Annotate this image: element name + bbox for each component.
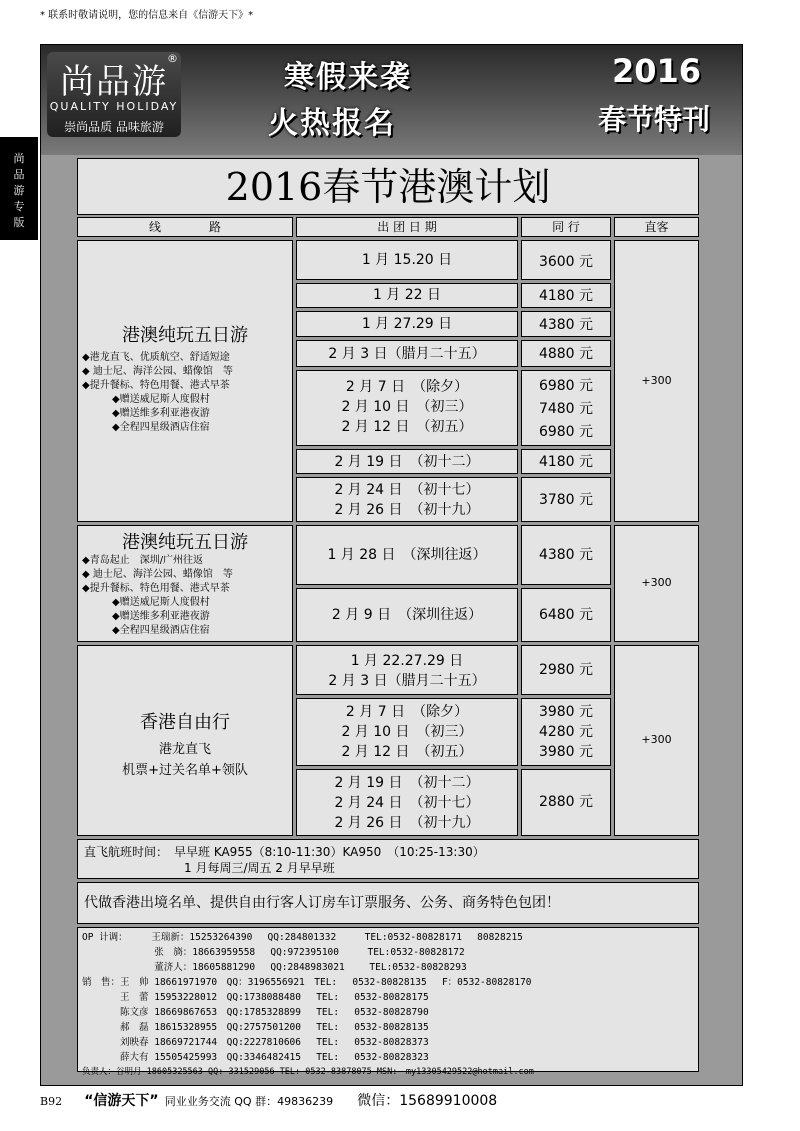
route-bullet: ◆ 迪士尼、海洋公园、蜡像馆 等 — [82, 569, 233, 580]
footer-brand: “信游天下” — [84, 1093, 159, 1109]
contact-line: 董济人：18605881290 QQ:2848983021 TEL:0532-80828293 — [82, 962, 467, 973]
logo — [47, 52, 181, 137]
direct-price: +300 — [614, 645, 699, 836]
price-line: 6480 元 — [538, 607, 594, 623]
logo-slogan: 崇尚品质 品味旅游 — [64, 120, 164, 134]
price-line: 4380 元 — [538, 547, 594, 563]
footer-qq-group: 同业业务交流 QQ 群：49836239 — [164, 1095, 334, 1108]
direct-price: +300 — [614, 240, 699, 522]
departure-date — [296, 645, 518, 695]
route-name: 香港自由行 — [140, 712, 230, 733]
route-subtitle: 港龙直飞 — [158, 742, 211, 757]
date-line: 2 月 26 日 （初十九） — [334, 502, 480, 518]
price-line: 4180 元 — [538, 288, 594, 304]
departure-date — [296, 240, 518, 280]
route-cell — [77, 525, 293, 642]
route-bullet: ◆赠送威尼斯人度假村 — [112, 597, 210, 608]
price-line: 7480 元 — [538, 401, 594, 417]
peer-price — [521, 645, 611, 695]
date-line: 2 月 7 日 （除夕） — [345, 379, 469, 395]
price-line: 3780 元 — [538, 492, 594, 508]
contacts-block — [77, 927, 699, 1077]
date-line: 2 月 19 日 （初十二） — [334, 454, 480, 470]
peer-price — [521, 698, 611, 766]
footer-wechat: 微信：15689910008 — [357, 1093, 498, 1109]
departure-date — [296, 588, 518, 642]
peer-price — [521, 588, 611, 642]
contact-line: 郝 磊 18615328955 QQ:2757501200 TEL: 0532-80828135 — [82, 1022, 429, 1033]
departure-date — [296, 311, 518, 337]
date-line: 2 月 12 日 （初五） — [341, 744, 473, 760]
contact-line: 王 蕾 15953228012 QQ:1738088480 TEL: 0532-80828175 — [82, 992, 429, 1003]
route-bullet: ◆港龙直飞、优质航空、舒适短途 — [82, 352, 230, 363]
page-number: B92 — [40, 1095, 63, 1108]
date-line: 2 月 12 日 （初五） — [341, 419, 473, 435]
peer-price — [521, 370, 611, 446]
price-line: 6980 元 — [538, 424, 594, 440]
side-tab-char: 游 — [13, 184, 25, 197]
service-note: 代做香港出境名单、提供自由行客人订房车订票服务、公务、商务特色包团！ — [77, 882, 699, 924]
departure-date — [296, 525, 518, 585]
header-dates: 出 团 日 期 — [296, 217, 518, 237]
route-bullet: ◆赠送维多利亚港夜游 — [112, 611, 210, 622]
route-bullet: ◆提升餐标、特色用餐、港式早茶 — [82, 583, 230, 594]
price-line: 3600 元 — [538, 254, 594, 270]
top-note: * 联系时敬请说明，您的信息来自《信游天下》* — [40, 10, 254, 21]
route-cell — [77, 240, 293, 522]
price-line: 4380 元 — [538, 317, 594, 333]
route-name: 港澳纯玩五日游 — [122, 325, 248, 346]
price-line: 2980 元 — [538, 662, 594, 678]
promo-year: 2016 — [612, 52, 702, 90]
route-bullet: ◆赠送威尼斯人度假村 — [112, 394, 210, 405]
date-line: 2 月 19 日 （初十二） — [334, 775, 480, 791]
peer-price — [521, 477, 611, 522]
date-line: 1 月 22.27.29 日 — [350, 653, 464, 669]
date-line: 2 月 10 日 （初三） — [341, 724, 473, 740]
side-tab — [0, 137, 38, 240]
peer-price — [521, 769, 611, 836]
contact-line: 陈文彦 18669867653 QQ:1785328899 TEL: 0532-80828790 — [82, 1007, 429, 1018]
contact-line: 负责人：谷明月 18605325563 QQ: 331529056 TEL: 0532-83878075 MSN: my13305429522@hotmail.com — [82, 1067, 534, 1077]
date-line: 2 月 26 日 （初十九） — [334, 815, 480, 831]
date-line: 1 月 22 日 — [372, 287, 442, 303]
side-tab-char: 专 — [13, 200, 25, 213]
departure-date — [296, 283, 518, 308]
promo-special: 春节特刊 — [598, 103, 711, 136]
promo-line2: 火热报名 — [268, 106, 396, 141]
side-tab-char: 版 — [13, 216, 25, 229]
price-line: 2880 元 — [538, 794, 594, 810]
date-line: 1 月 15.20 日 — [361, 252, 453, 268]
route-bullet: ◆全程四星级酒店住宿 — [112, 422, 210, 433]
date-line: 2 月 9 日 （深圳往返） — [331, 607, 483, 623]
price-line: 4180 元 — [538, 454, 594, 470]
header-direct-price: 直客 — [614, 217, 699, 237]
departure-date — [296, 340, 518, 367]
departure-date — [296, 449, 518, 474]
peer-price — [521, 283, 611, 308]
date-line: 1 月 28 日 （深圳往返） — [327, 547, 487, 563]
contact-line: 销 售：王 帅 18661971970 QQ：3196556921 TEL: 0532-80828135 F：0532-80828170 — [82, 977, 532, 988]
peer-price — [521, 449, 611, 474]
date-line: 2 月 3 日（腊月二十五） — [328, 673, 486, 689]
footer — [40, 1090, 497, 1110]
peer-price — [521, 240, 611, 280]
contact-line: 薛大有 15505425993 QQ:3346482415 TEL: 0532-80828323 — [82, 1052, 429, 1063]
side-tab-char: 尚 — [13, 152, 25, 165]
route-bullet: ◆ 迪士尼、海洋公园、蜡像馆 等 — [82, 366, 233, 377]
departure-date — [296, 370, 518, 446]
price-line: 6980 元 — [538, 378, 594, 394]
departure-date — [296, 477, 518, 522]
route-bullet: ◆提升餐标、特色用餐、港式早茶 — [82, 380, 230, 391]
departure-date — [296, 769, 518, 836]
departure-date — [296, 698, 518, 766]
date-line: 2 月 3 日（腊月二十五） — [328, 346, 486, 362]
price-line: 3980 元 — [538, 704, 594, 720]
promo-line1: 寒假来袭 — [284, 60, 412, 95]
flight-line: 直飞航班时间： 早早班 KA955（8:10-11:30）KA950 （10:25-13:30） — [84, 845, 485, 859]
flight-line: 1 月每周三/周五 2 月早早班 — [184, 861, 335, 875]
flight-info — [77, 839, 699, 879]
route-bullet: ◆青岛起止 深圳/广州往返 — [82, 555, 204, 566]
price-line: 3980 元 — [538, 744, 594, 760]
route-name: 港澳纯玩五日游 — [122, 532, 248, 553]
peer-price — [521, 311, 611, 337]
route-cell — [77, 645, 293, 836]
date-line: 2 月 10 日 （初三） — [341, 399, 473, 415]
date-line: 1 月 27.29 日 — [361, 316, 453, 332]
page-title: 2016春节港澳计划 — [77, 158, 699, 215]
peer-price — [521, 340, 611, 367]
route-bullet: ◆全程四星级酒店住宿 — [112, 625, 210, 636]
contact-line: OP 计调： 王瑞新：15253264390 QQ:284801332 TEL:0532-80828171 80828215 — [82, 932, 523, 943]
date-line: 2 月 7 日 （除夕） — [345, 704, 469, 720]
logo-name: 尚品游 — [60, 62, 168, 102]
date-line: 2 月 24 日 （初十七） — [334, 482, 480, 498]
direct-price: +300 — [614, 525, 699, 642]
side-tab-char: 品 — [13, 168, 25, 181]
contact-line: 刘映春 18669721744 QQ:2227810606 TEL: 0532-80828373 — [82, 1037, 429, 1048]
price-line: 4880 元 — [538, 346, 594, 362]
header-route: 线 路 — [77, 217, 293, 237]
header-peer-price: 同 行 — [521, 217, 611, 237]
peer-price — [521, 525, 611, 585]
contact-line: 张 旖：18663959558 QQ:972395100 TEL:0532-80828172 — [82, 947, 465, 958]
route-subtitle: 机票+过关名单+领队 — [122, 763, 248, 778]
date-line: 2 月 24 日 （初十七） — [334, 795, 480, 811]
logo-registered-mark: ® — [167, 52, 178, 65]
price-line: 4280 元 — [538, 724, 594, 740]
route-bullet: ◆赠送维多利亚港夜游 — [112, 408, 210, 419]
logo-english: QUALITY HOLIDAY — [49, 100, 179, 113]
